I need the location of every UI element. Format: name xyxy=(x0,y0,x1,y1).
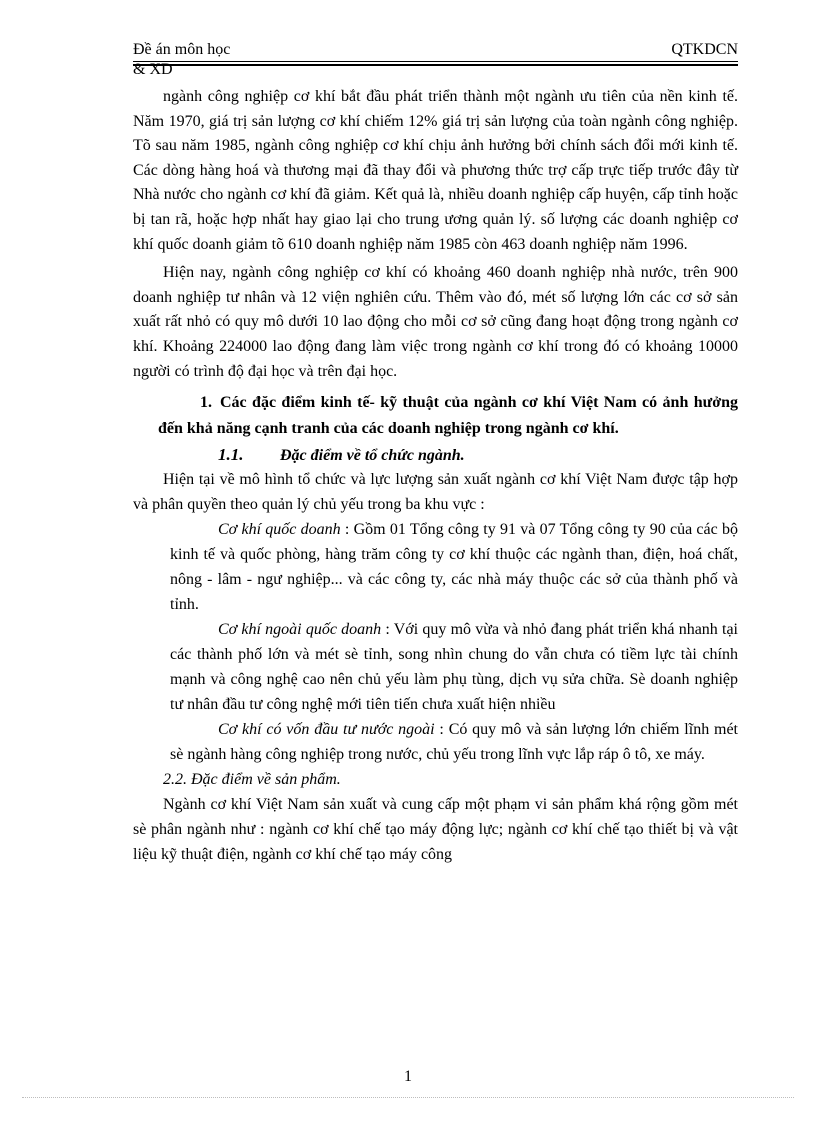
header-course-title xyxy=(133,40,333,80)
section-1-number: 1. xyxy=(200,394,212,412)
paragraph-org-intro: Hiện tại về mô hình tổ chức và lực lượng sản xuất ngành cơ khí Việt Nam được tập hợp và phân quyền theo quản lý chủ yếu trong ba khu vực : xyxy=(133,471,738,513)
section-1-1-heading xyxy=(133,443,738,468)
header-department: QTKDCN xyxy=(671,41,738,58)
sector-state-owned xyxy=(133,517,738,617)
section-1-title: Các đặc điểm kinh tế- kỹ thuật của ngành cơ khí Việt Nam có ảnh hưởng đến khả năng cạnh tranh của các doanh nghiệp trong ngành cơ khí. xyxy=(158,394,738,438)
section-1-1-title: Đặc điểm về tổ chức ngành. xyxy=(280,447,465,465)
page-bottom-rule xyxy=(22,1097,794,1098)
sector-non-state-term: Cơ khí ngoài quốc doanh xyxy=(218,621,382,639)
section-1-heading xyxy=(133,390,738,442)
section-1-1-number: 1.1. xyxy=(218,445,244,465)
header-rule-thick xyxy=(133,64,738,66)
sector-foreign-invested-text: : Có quy mô và sản lượng lớn chiếm lĩnh mét sè ngành hàng công nghiệp trong nước, chủ yếu trong lĩnh vực lắp ráp ô tô, xe máy. xyxy=(170,721,738,764)
header-left-line2: & XD xyxy=(133,61,173,78)
paragraph-products: Ngành cơ khí Việt Nam sản xuất và cung cấp một phạm vi sản phẩm khá rộng gồm mét sè phân ngành như : ngành cơ khí chế tạo máy động lực; ngành cơ khí chế tạo thiết bị và vật liệu kỹ thuật điện, ngành cơ khí chế tạo máy công xyxy=(133,796,738,863)
document-body xyxy=(133,85,738,867)
sector-foreign-invested-term: Cơ khí có vốn đầu tư nước ngoài xyxy=(218,721,435,739)
page-number: 1 xyxy=(404,1068,412,1085)
section-2-2-heading: 2.2. Đặc điểm về sản phẩm. xyxy=(163,771,341,789)
sector-non-state xyxy=(133,617,738,717)
sector-non-state-text: : Với quy mô vừa và nhỏ đang phát triển khá nhanh tại các thành phố lớn và mét sè tỉnh, song nhìn chung do vẫn chưa có tiềm lực tài chính mạnh và công nghệ cao nên chủ yếu làm phụ tùng, dịch vụ sửa chữa. Sè doanh nghiệp tư nhân đầu tư công nghệ mới tiên tiến chưa xuất hiện nhiều xyxy=(170,621,738,714)
sector-state-owned-text: : Gồm 01 Tổng công ty 91 và 07 Tổng công ty 90 của các bộ kinh tế và quốc phòng, hàng trăm công ty cơ khí thuộc các ngành than, điện, hoá chất, nông - lâm - ngư nghiệp... và các công ty, các nhà máy thuộc các sở của thành phố và tỉnh. xyxy=(170,521,738,614)
sector-state-owned-term: Cơ khí quốc doanh xyxy=(218,521,341,539)
sector-foreign-invested xyxy=(133,717,738,767)
header-rule-thin xyxy=(133,61,738,62)
paragraph-history: ngành công nghiệp cơ khí bắt đầu phát triển thành một ngành ưu tiên của nền kinh tế. Năm 1970, giá trị sản lượng cơ khí chiếm 12% giá trị sản lượng của toàn ngành công nghiệp. Tõ sau năm 1985, ngành công nghiệp cơ khí chịu ảnh hưởng bởi chính sách đổi mới kinh tế. Các dòng hàng hoá và thương mại đã thay đổi và phương thức trợ cấp trực tiếp trước đây từ Nhà nước cho ngành cơ khí đã giảm. Kết quả là, nhiều doanh nghiệp cấp huyện, cấp tỉnh hoặc bị tan rã, hoặc hợp nhất hay giao lại cho trung ương quản lý. số lượng các doanh nghiệp cơ khí quốc doanh giảm tõ 610 doanh nghiệp năm 1985 còn 463 doanh nghiệp năm 1996. xyxy=(133,88,738,253)
paragraph-current-status: Hiện nay, ngành công nghiệp cơ khí có khoảng 460 doanh nghiệp nhà nước, trên 900 doanh nghiệp tư nhân và 12 viện nghiên cứu. Thêm vào đó, mét số lượng lớn các cơ sở sản xuất rất nhỏ có quy mô dưới 10 lao động cho mỗi cơ sở cũng đang hoạt động trong ngành cơ khí. Khoảng 224000 lao động đang làm việc trong ngành cơ khí trong đó có khoảng 10000 người có trình độ đại học và trên đại học. xyxy=(133,264,738,380)
header-left-line1: Đề án môn học xyxy=(133,41,231,58)
